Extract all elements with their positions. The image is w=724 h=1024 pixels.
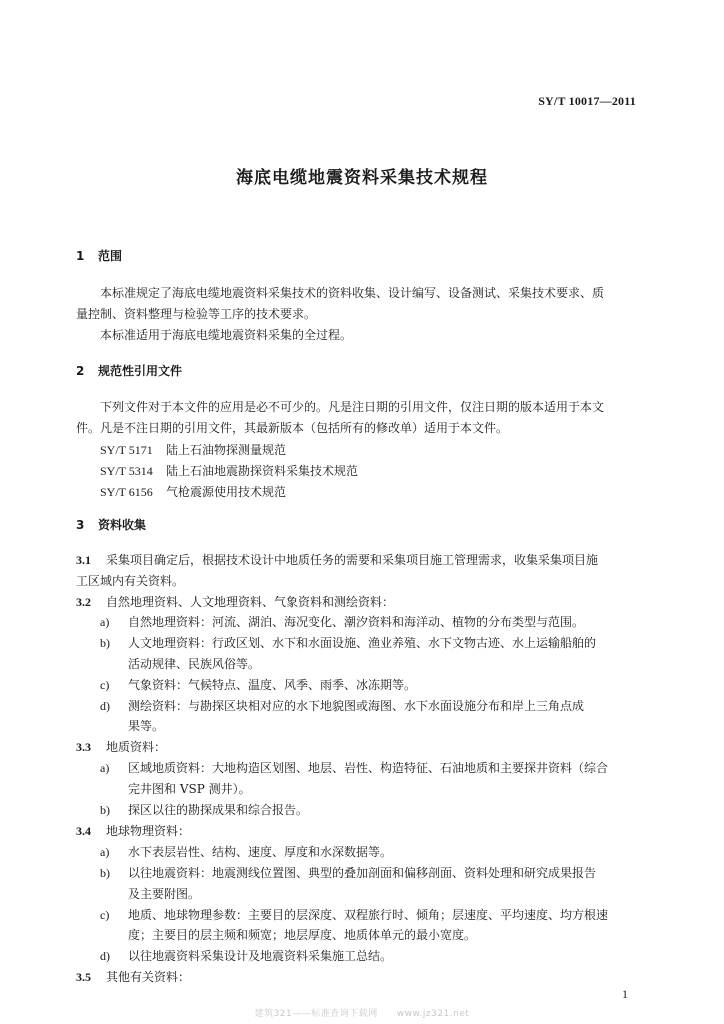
item-text: 以往地震资料采集设计及地震资料采集施工总结。 — [128, 949, 393, 963]
clause-number: 3.2 — [76, 595, 91, 609]
clause-number: 3.3 — [76, 740, 91, 754]
section-title: 范围 — [98, 249, 123, 263]
page-number: 1 — [622, 987, 628, 1001]
normative-line-2: 件。凡是不注日期的引用文件，其最新版本（包括所有的修改单）适用于本文件。 — [76, 421, 509, 435]
item-label: a) — [100, 845, 110, 859]
list-item — [100, 842, 636, 863]
standard-code: SY/T 10017—2011 — [538, 94, 636, 108]
clause-3-4 — [76, 821, 636, 842]
section-2-heading — [76, 362, 182, 379]
section-number: 2 — [76, 364, 85, 378]
item-text: 果等。 — [128, 719, 165, 733]
normative-line-1: 下列文件对于本文件的应用是必不可少的。凡是注日期的引用文件，仅注日期的版本适用于本文 — [100, 400, 605, 414]
reference-code: SY/T 6156 — [100, 485, 153, 499]
item-label: a) — [100, 615, 110, 629]
reference-code: SY/T 5314 — [100, 464, 153, 478]
item-text: 水下表层岩性、结构、速度、厚度和水深数据等。 — [128, 845, 393, 859]
section-3-heading — [76, 516, 146, 533]
item-label: c) — [100, 678, 110, 692]
clause-text: 地质资料： — [106, 740, 167, 754]
list-item — [100, 633, 636, 654]
section-title: 资料收集 — [98, 518, 147, 532]
list-item — [100, 905, 636, 926]
scope-line-2: 量控制、资料整理与检验等工序的技术要求。 — [76, 307, 317, 321]
list-item — [100, 758, 636, 779]
section-number: 1 — [76, 249, 85, 263]
site-watermark: 建筑321——标准查询下载网 www.jz321.net — [254, 1009, 470, 1019]
item-text: 测绘资料：与勘探区块相对应的水下地貌图或海图、水下水面设施分布和岸上三角点成 — [128, 699, 585, 713]
item-label: a) — [100, 761, 110, 775]
reference-item — [100, 462, 358, 479]
item-label: b) — [100, 866, 110, 880]
list-item — [100, 946, 636, 967]
item-text: 度；主要目的层主频和频宽；地层厚度、地质体单元的最小宽度。 — [128, 928, 477, 942]
item-label: b) — [100, 636, 110, 650]
item-label: b) — [100, 803, 110, 817]
clause-text: 采集项目确定后，根据技术设计中地质任务的需要和采集项目施工管理需求，收集采集项目施 — [106, 553, 599, 567]
reference-code: SY/T 5171 — [100, 443, 153, 457]
item-label: d) — [100, 949, 110, 963]
clause-number: 3.1 — [76, 553, 91, 567]
item-text: 气象资料：气候特点、温度、风季、雨季、冰冻期等。 — [128, 678, 417, 692]
clause-3-1-continuation: 工区域内有关资料。 — [76, 574, 185, 588]
section-number: 3 — [76, 518, 85, 532]
reference-item — [100, 483, 286, 500]
item-text: 活动规律、民族风俗等。 — [128, 657, 261, 671]
clause-text: 地球物理资料： — [106, 824, 191, 838]
reference-title: 气枪震源使用技术规范 — [166, 485, 287, 499]
item-text: 以往地震资料：地震测线位置图、典型的叠加剖面和偏移剖面、资料处理和研究成果报告 — [128, 866, 597, 880]
list-item — [100, 800, 636, 821]
section-title: 规范性引用文件 — [98, 364, 183, 378]
reference-item — [100, 441, 286, 458]
list-item — [100, 696, 636, 717]
reference-title: 陆上石油物探测量规范 — [166, 443, 287, 457]
section-1-heading — [76, 247, 122, 264]
clause-3-5 — [76, 967, 636, 988]
list-item — [100, 675, 636, 696]
item-text: 人文地理资料：行政区划、水下和水面设施、渔业养殖、水下文物古迹、水上运输船舶的 — [128, 636, 597, 650]
reference-title: 陆上石油地震勘探资料采集技术规范 — [166, 464, 359, 478]
scope-line-1: 本标准规定了海底电缆地震资料采集技术的资料收集、设计编写、设备测试、采集技术要求、质 — [100, 286, 605, 300]
item-text: 探区以往的勘探成果和综合报告。 — [128, 803, 309, 817]
list-item — [100, 612, 636, 633]
clause-3-2 — [76, 592, 636, 613]
item-text: 地质、地球物理参数：主要目的层深度、双程旅行时、倾角；层速度、平均速度、均方根速 — [128, 908, 609, 922]
item-text: 及主要附图。 — [128, 887, 201, 901]
item-label: d) — [100, 699, 110, 713]
item-text: 完井图和 VSP 测井）。 — [128, 782, 251, 796]
clause-number: 3.4 — [76, 824, 91, 838]
item-text: 自然地理资料：河流、湖泊、海况变化、潮汐资料和海洋动、植物的分布类型与范围。 — [128, 615, 585, 629]
document-title: 海底电缆地震资料采集技术规程 — [236, 168, 488, 188]
clause-3-1 — [76, 550, 636, 571]
list-item — [100, 863, 636, 884]
clause-text: 其他有关资料： — [106, 970, 191, 984]
clause-3-3 — [76, 737, 636, 758]
item-text: 区域地质资料：大地构造区划图、地层、岩性、构造特征、石油地质和主要探井资料（综合 — [128, 761, 609, 775]
item-label: c) — [100, 908, 110, 922]
clause-text: 自然地理资料、人文地理资料、气象资料和测绘资料： — [106, 595, 395, 609]
scope-paragraph-2: 本标准适用于海底电缆地震资料采集的全过程。 — [100, 328, 353, 342]
clause-number: 3.5 — [76, 970, 91, 984]
